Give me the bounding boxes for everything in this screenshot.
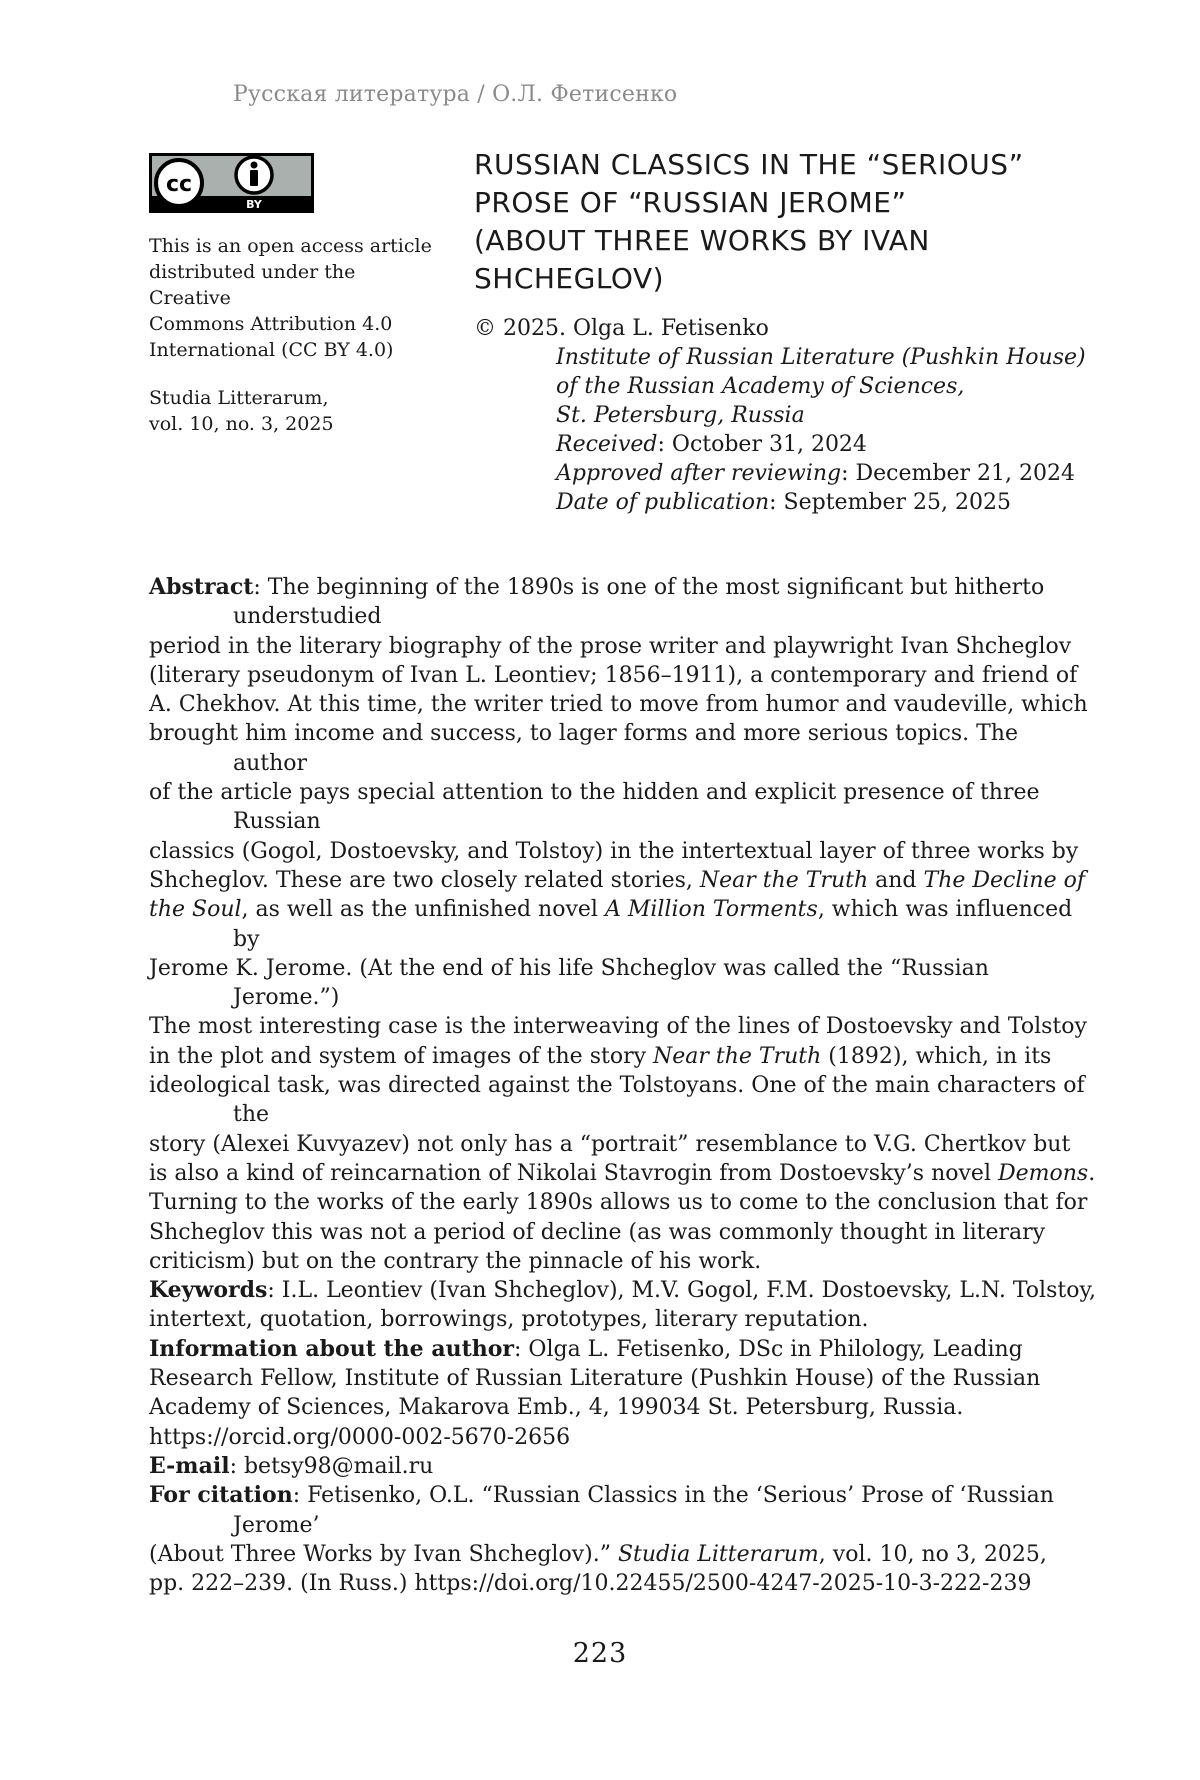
author-affiliation: Institute of Russian Literature (Pushkin House) of the Russian Academy of Sciences, St. Petersburg, Russia Received: October 31, 2024 Approved after reviewing: December 21, 2024 Date of publication: September 25, 2025: [556, 345, 1086, 515]
doi-link[interactable]: pp. 222–239. (In Russ.) https://doi.org/10.22455/2500-4247-2025-10-3-222-239: [149, 1571, 1032, 1597]
license-text: This is an open access article distributed under the Creative Commons Attribution 4.0 International (CC BY 4.0): [149, 235, 432, 361]
abstract: Abstract: The beginning of the 1890s is one of the most significant but hitherto understudied period in the literary biography of the prose writer and playwright Ivan Shcheglov (literary pseudonym of Ivan L. Leontiev; 1856–1911), a contemporary and friend of A. Chekhov. At this time, the writer tried to move from humor and vaudeville, which brought him income and success, to lager forms and more serious topics. The author of the article pays special attention to the hidden and explicit presence of three Russian classics (Gogol, Dostoevsky, and Tolstoy) in the intertextual layer of three works by Shcheglov. These are two closely related stories, Near the Truth and The Decline of the Soul, as well as the unfinished novel A Million Torments, which was influenced by Jerome K. Jerome. (At the end of his life Shcheglov was called the “Russian Jerome.”) The most interesting case is the interweaving of the lines of Dostoevsky and Tolstoy in the plot and system of images of the story Near the Truth (1892), which, in its ideological task, was directed against the Tolstoyans. One of the main characters of the story (Alexei Kuvyazev) not only has a “portrait” resemblance to V.G. Chertkov but is also a kind of reincarnation of Nikolai Stavrogin from Dostoevsky’s novel Demons. Turning to the works of the early 1890s allows us to come to the conclusion that for Shcheglov this was not a period of decline (as was commonly thought in literary criticism) but on the contrary the pinnacle of his work.: [149, 574, 1096, 1274]
keywords: Keywords: I.L. Leontiev (Ivan Shcheglov), M.V. Gogol, F.M. Dostoevsky, L.N. Tolstoy, intertext, quotation, borrowings, prototypes, literary reputation.: [149, 1277, 1096, 1333]
copyright-author: © 2025. Olga L. Fetisenko: [474, 316, 769, 341]
orcid-link[interactable]: https://orcid.org/0000-002-5670-2656: [149, 1424, 571, 1450]
article-front-matter: [149, 573, 1099, 1598]
received-date: Received: October 31, 2024: [556, 432, 867, 457]
title-block: [474, 146, 1086, 517]
email-address[interactable]: : betsy98@mail.ru: [229, 1453, 434, 1479]
svg-text:BY: BY: [246, 198, 262, 211]
author-information: Information about the author: Olga L. Fetisenko, DSc in Philology, Leading Research Fellow, Institute of Russian Literature (Pushkin House) of the Russian Academy of Sciences, Makarova Emb., 4, 199034 St. Petersburg, Russia. https://orcid.org/0000-002-5670-2656: [149, 1335, 1099, 1452]
running-head: Русская литература / О.Л. Фетисенко: [233, 82, 678, 107]
svg-text:cc: cc: [165, 172, 193, 197]
page-number: 223: [572, 1638, 628, 1669]
left-column: [149, 153, 439, 437]
cc-by-license-badge: [149, 153, 314, 213]
journal-reference: Studia Litterarum, vol. 10, no. 3, 2025: [149, 387, 334, 435]
email: E-mail: betsy98@mail.ru: [149, 1452, 434, 1479]
publication-date: Date of publication: September 25, 2025: [556, 490, 1012, 515]
approved-date: Approved after reviewing: December 21, 2024: [556, 461, 1075, 486]
article-title: RUSSIAN CLASSICS IN THE “SERIOUS” PROSE OF “RUSSIAN JEROME” (ABOUT THREE WORKS BY IVAN SHCHEGLOV): [474, 148, 1024, 295]
citation: For citation: Fetisenko, O.L. “Russian Classics in the ‘Serious’ Prose of ‘Russian Jerome’ (About Three Works by Ivan Shcheglov).” Studia Litterarum, vol. 10, no 3, 2025, pp. 222–239. (In Russ.) https://doi.org/10.22455/2500-4247-2025-10-3-222-239: [149, 1481, 1099, 1598]
